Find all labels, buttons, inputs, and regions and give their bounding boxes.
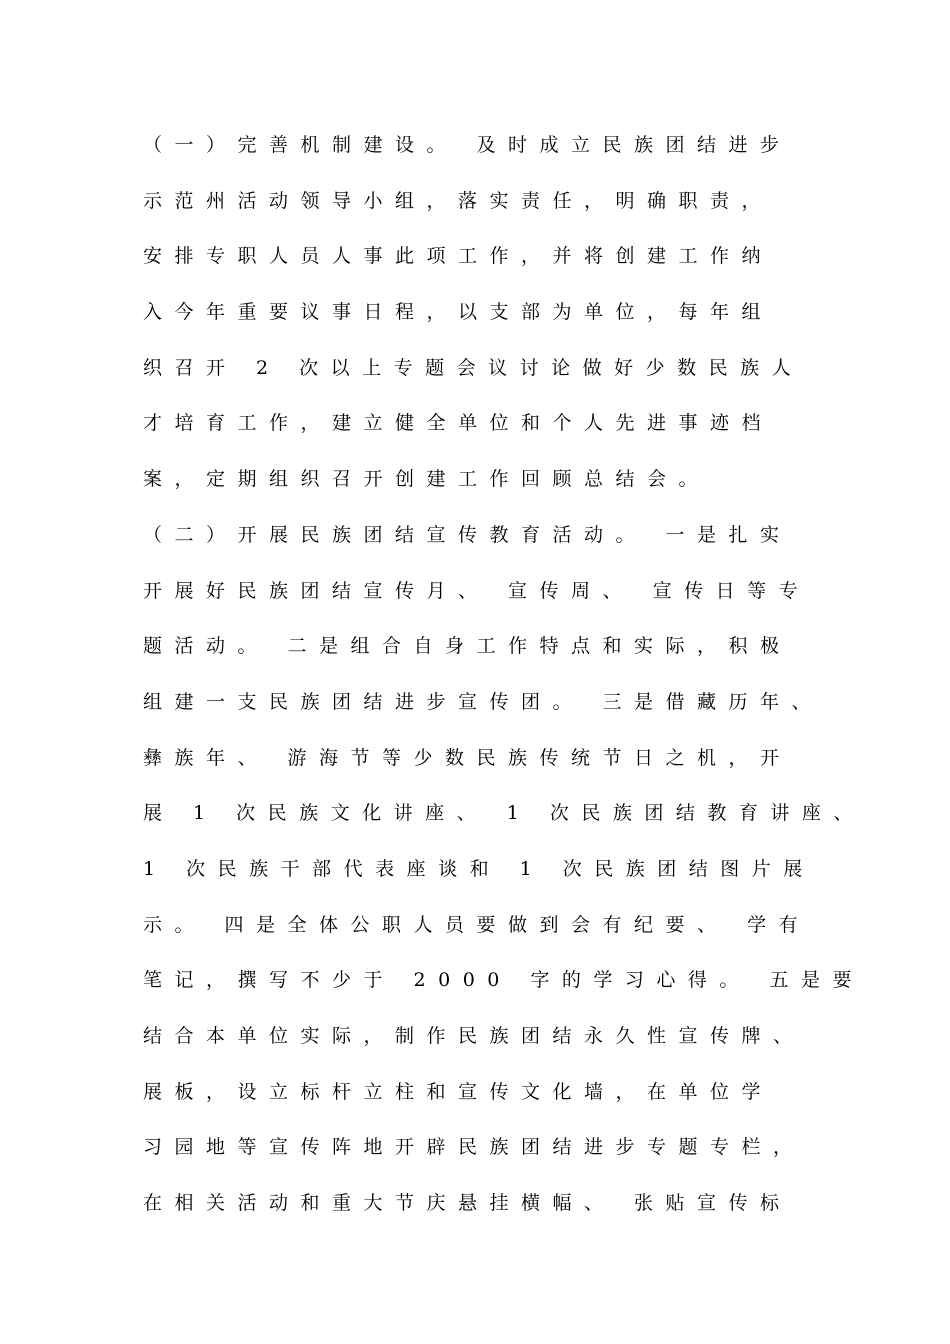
text-line: 展板，设立标杆立柱和宣传文化墙，在单位学 xyxy=(143,1080,774,1103)
text-line: 1 次民族干部代表座谈和 1 次民族团结图片展 xyxy=(143,857,815,880)
text-line: 笔记，撰写不少于 2000 字的学习心得。 五是要 xyxy=(143,969,864,992)
text-line: 在相关活动和重大节庆悬挂横幅、 张贴宣传标 xyxy=(143,1192,792,1215)
text-line: 结合本单位实际，制作民族团结永久性宣传牌、 xyxy=(143,1025,805,1047)
text-line: 安排专职人员人事此项工作，并将创建工作纳 xyxy=(143,245,774,268)
text-line: （二）开展民族团结宣传教育活动。 一是扎实 xyxy=(143,523,792,546)
text-line: （一）完善机制建设。 及时成立民族团结进步 xyxy=(143,134,792,156)
text-line: 入今年重要议事日程，以支部为单位，每年组 xyxy=(143,301,774,324)
text-line: 习园地等宣传阵地开辟民族团结进步专题专栏， xyxy=(143,1136,805,1159)
text-line: 彝族年、 游海节等少数民族传统节日之机，开 xyxy=(143,746,792,769)
text-line: 案，定期组织召开创建工作回顾总结会。 xyxy=(143,468,711,491)
text-line: 组建一支民族团结进步宣传团。 三是借藏历年、 xyxy=(143,690,824,713)
text-line: 展 1 次民族文化讲座、 1 次民族团结教育讲座、 xyxy=(143,802,865,825)
text-line: 示范州活动领导小组，落实责任，明确职责， xyxy=(143,189,774,212)
text-line: 示。 四是全体公职人员要做到会有纪要、 学有 xyxy=(143,913,811,936)
text-line: 开展好民族团结宣传月、 宣传周、 宣传日等专 xyxy=(143,579,811,602)
text-line: 才培育工作，建立健全单位和个人先进事迹档 xyxy=(143,412,774,435)
text-line: 织召开 2 次以上专题会议讨论做好少数民族人 xyxy=(143,356,804,379)
text-line: 题活动。 二是组合自身工作特点和实际，积极 xyxy=(143,635,792,658)
body-text xyxy=(143,131,865,1245)
